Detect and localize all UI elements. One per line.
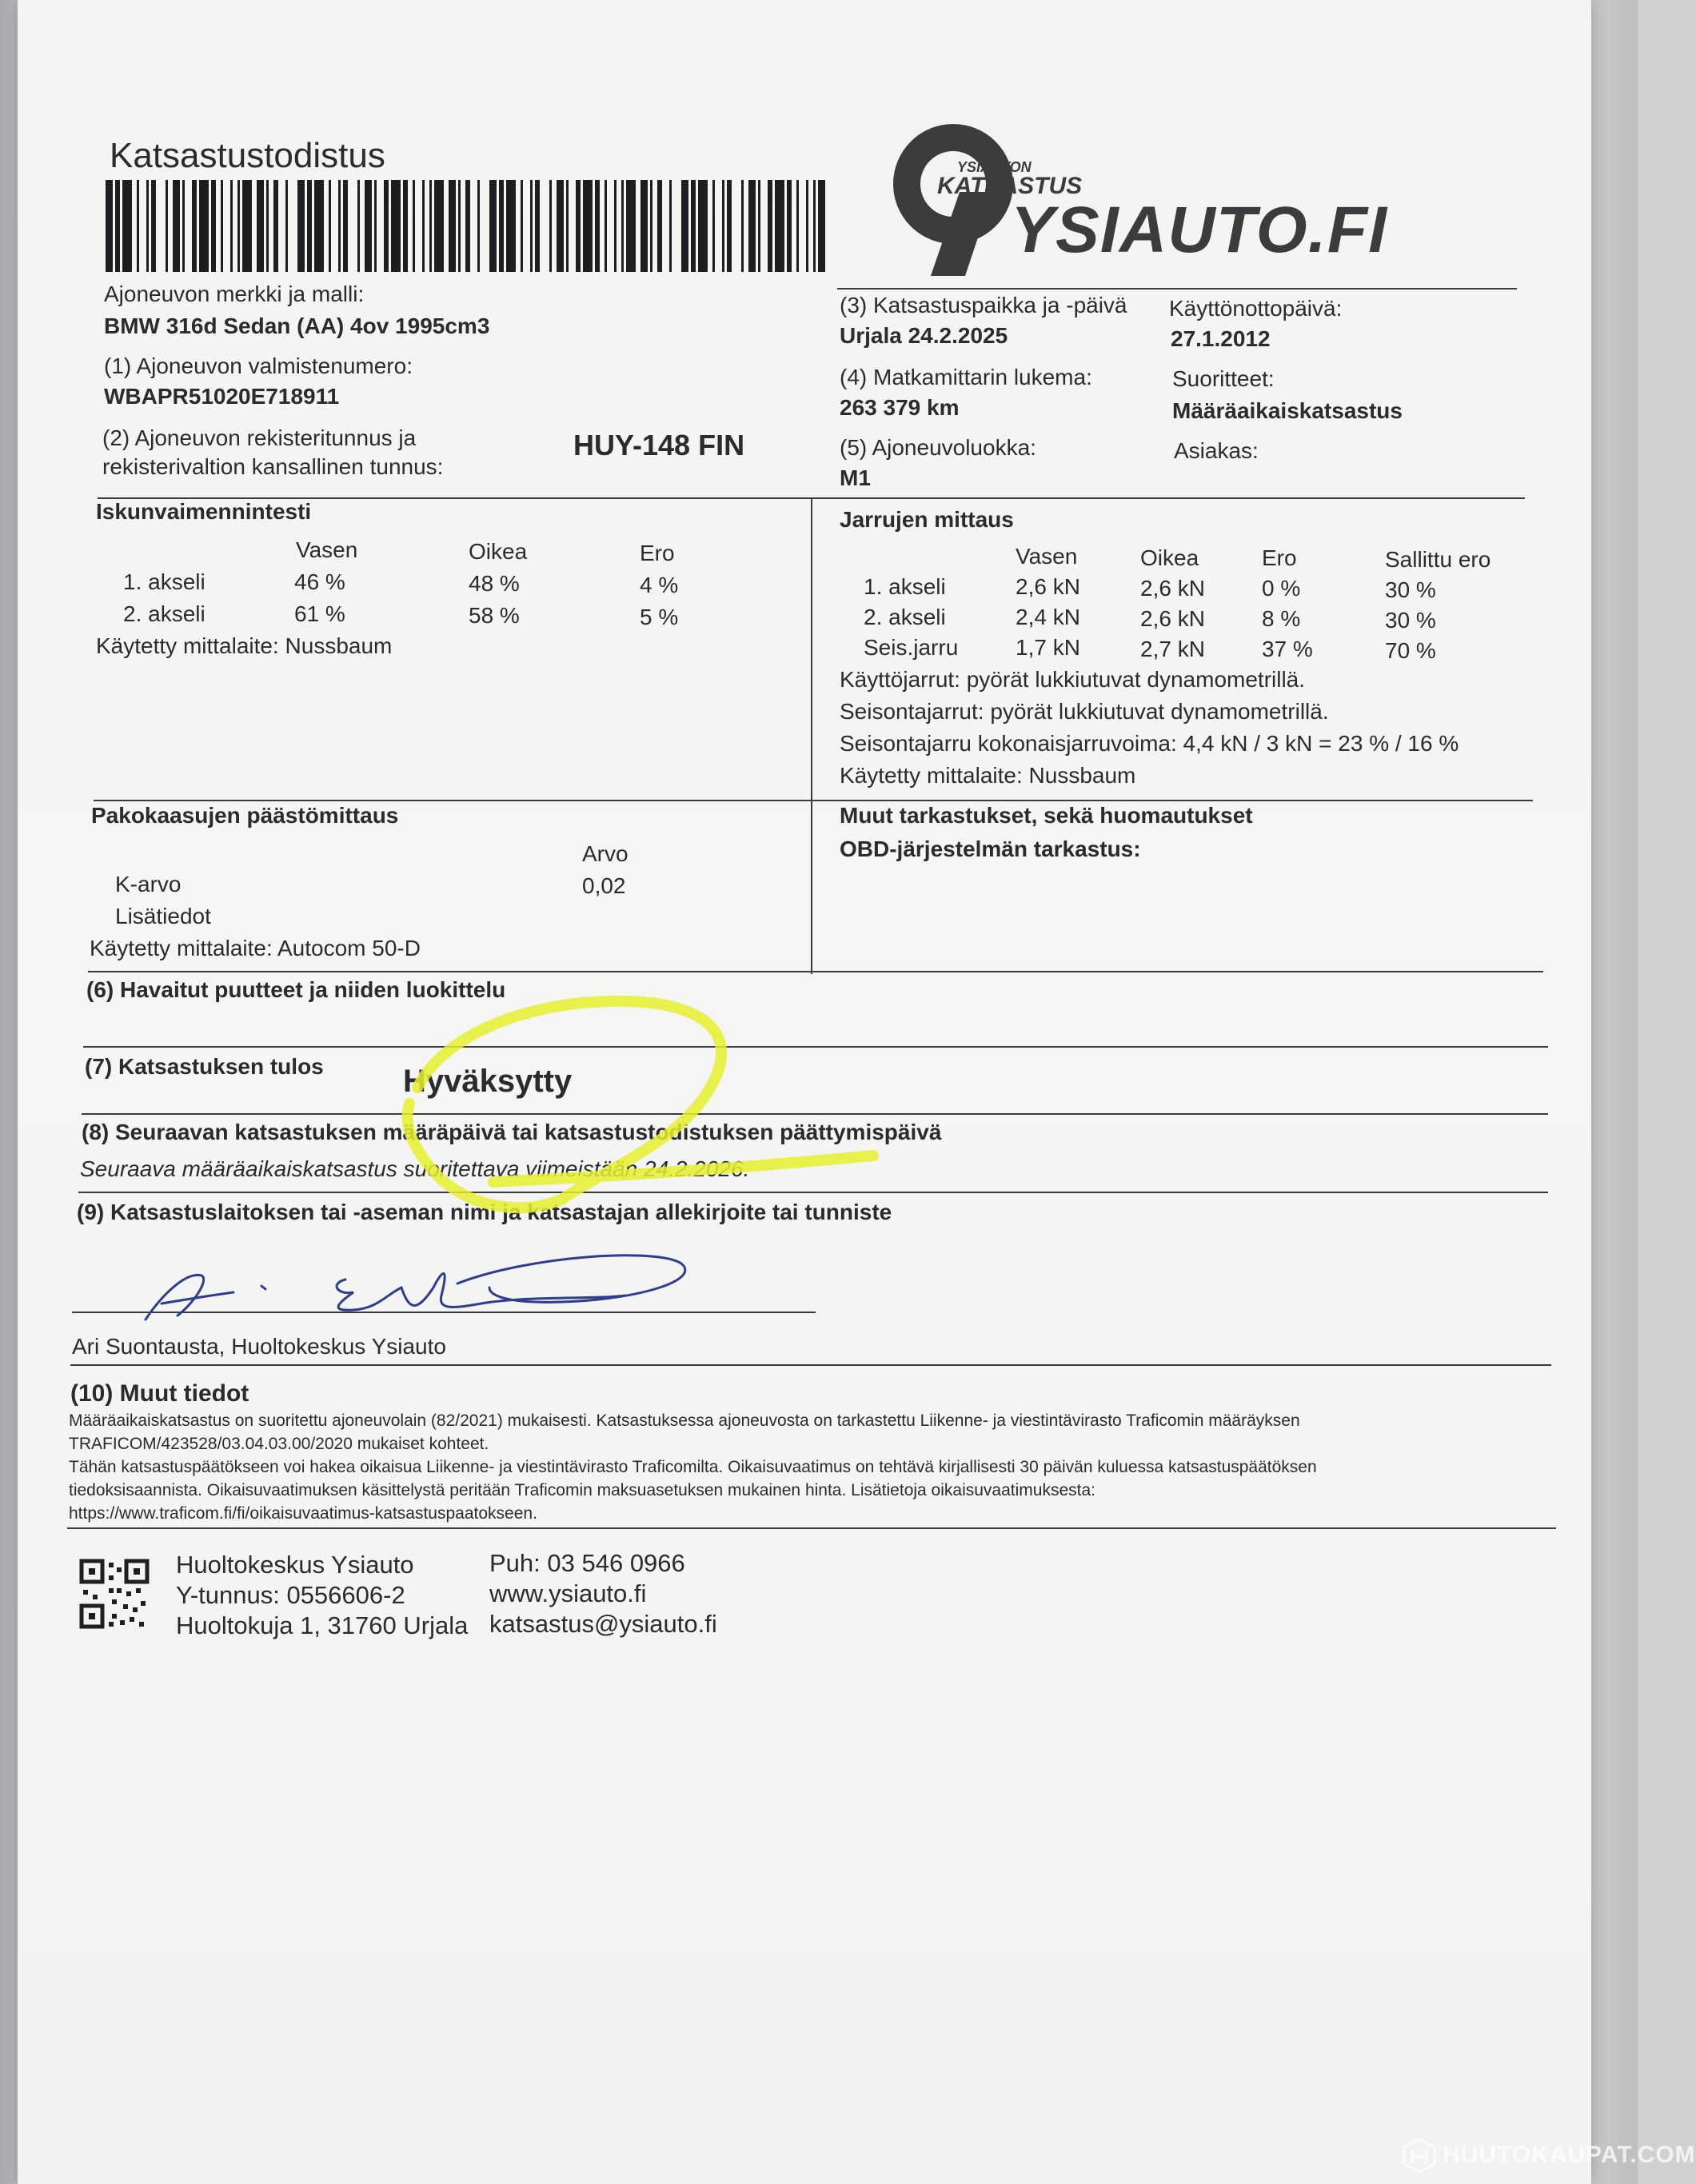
brake-cell: 2,4 kN [1016,605,1080,629]
reg-value: HUY-148 FIN [573,429,745,461]
other-info-line: https://www.traficom.fi/fi/oikaisuvaatimus-katsastuspaatokseen. [69,1504,537,1523]
place-value: Urjala 24.2.2025 [840,323,1008,348]
brake-cell: 0 % [1262,576,1301,601]
shock-row-label: 2. akseli [123,601,206,626]
shock-header-diff: Ero [640,541,675,565]
brake-cell: 2,7 kN [1140,637,1205,661]
customer-label: Asiakas: [1174,438,1259,463]
intro-date-label: Käyttönottopäivä: [1169,296,1343,321]
svg-text:KATSASTUS: KATSASTUS [937,173,1083,199]
brake-header: Oikea [1140,545,1199,570]
k-value-label: K-arvo [115,872,182,896]
watermark [1401,2137,1696,2174]
footer-phone: Puh: 03 546 0966 [489,1549,685,1577]
shock-row-cell: 48 % [469,571,520,596]
shock-header-right: Oikea [469,539,528,564]
other-checks-title: Muut tarkastukset, sekä huomautukset [840,803,1253,828]
performed-label: Suoritteet: [1172,366,1275,391]
brake-row-label: Seis.jarru [864,635,959,660]
qr-code-icon [80,1559,149,1628]
footer-company: Huoltokeskus Ysiauto [176,1551,414,1579]
shock-row-cell: 4 % [640,573,679,597]
brake-cell: 2,6 kN [1140,576,1205,601]
shock-header-left: Vasen [296,537,358,562]
signature [114,1240,705,1336]
station-title: (9) Katsastuslaitoksen tai -aseman nimi ja katsastajan allekirjoite tai tunniste [77,1200,892,1224]
reg-label-1: (2) Ajoneuvon rekisteritunnus ja [102,425,417,450]
other-info-title: (10) Muut tiedot [70,1380,249,1407]
obd-check-label: OBD-järjestelmän tarkastus: [840,836,1141,861]
footer-address: Huoltokuja 1, 31760 Urjala [176,1611,469,1639]
odometer-value: 263 379 km [840,395,960,420]
vin-label: (1) Ajoneuvon valmistenumero: [104,353,413,378]
svg-text:YSIAUTON: YSIAUTON [957,159,1032,175]
performed-value: Määräaikaiskatsastus [1172,398,1403,423]
brake-test-title: Jarrujen mittaus [840,507,1014,532]
class-label: (5) Ajoneuvoluokka: [840,435,1036,460]
result-title: (7) Katsastuksen tulos [85,1054,324,1079]
other-info-line: Tähän katsastuspäätökseen voi hakea oikaisua Liikenne- ja viestintävirasto Traficomilta. Oikaisuvaatimus on tehtävä kirjallisesti 30 päivän kuluessa katsastuspäätöksen [69,1458,1317,1476]
footer-web: www.ysiauto.fi [489,1579,647,1607]
highlighter-circle [321,976,929,1232]
brake-cell: 1,7 kN [1016,635,1080,660]
brake-header: Ero [1262,545,1297,570]
brake-note-service: Käyttöjarrut: pyörät lukkiutuvat dynamometrillä. [840,667,1306,692]
watermark-text: HUUTOKAUPAT.COM [1443,2142,1696,2168]
make-value: BMW 316d Sedan (AA) 4ov 1995cm3 [104,313,490,338]
brake-row-label: 1. akseli [864,574,946,599]
defects-title: (6) Havaitut puutteet ja niiden luokittelu [86,977,506,1002]
brake-cell: 37 % [1262,637,1313,661]
class-value: M1 [840,465,871,490]
k-value: 0,02 [582,873,626,898]
shock-row-cell: 58 % [469,603,520,628]
brake-header: Vasen [1016,544,1078,569]
watermark-cube-icon [1401,2137,1438,2174]
shock-row-cell: 46 % [294,569,345,594]
footer-email: katsastus@ysiauto.fi [489,1610,717,1638]
brake-header: Sallittu ero [1385,547,1491,572]
shock-test-title: Iskunvaimennintesti [96,499,312,524]
intro-date-value: 27.1.2012 [1171,326,1271,351]
other-info-line: TRAFICOM/423528/03.04.03.00/2020 mukaiset kohteet. [69,1435,489,1453]
other-info-line: Määräaikaiskatsastus on suoritettu ajoneuvolain (82/2021) mukaisesti. Katsastuksessa ajoneuvosta on tarkastettu Liikenne- ja viestintävirasto Traficomin määräyksen [69,1411,1300,1430]
vin-value: WBAPR51020E718911 [104,384,340,409]
brake-note-parking: Seisontajarrut: pyörät lukkiutuvat dynamometrillä. [840,699,1329,724]
reg-label-2: rekisterivaltion kansallinen tunnus: [102,454,444,479]
extra-info-label: Lisätiedot [115,904,211,928]
shock-row-cell: 61 % [294,601,345,626]
emissions-title: Pakokaasujen päästömittaus [91,803,399,828]
emissions-value-header: Arvo [582,841,629,866]
brake-cell: 70 % [1385,638,1436,663]
brake-cell: 30 % [1385,577,1436,602]
next-inspection-text: Seuraava määräaikaiskatsastus suoritettava viimeistään 24.2.2026. [80,1156,750,1181]
shock-row-label: 1. akseli [123,569,206,594]
make-label: Ajoneuvon merkki ja malli: [104,281,365,306]
barcode [106,180,825,276]
brake-row-label: 2. akseli [864,605,946,629]
emissions-device: Käytetty mittalaite: Autocom 50-D [90,936,421,960]
brake-cell: 2,6 kN [1016,574,1080,599]
other-info-text [69,1409,1556,1525]
inspection-certificate [18,0,1591,2184]
document-title: Katsastustodistus [110,136,385,175]
svg-text:YSIAUTO.FI: YSIAUTO.FI [1011,194,1387,266]
footer-business-id: Y-tunnus: 0556606-2 [176,1581,405,1609]
brake-device: Käytetty mittalaite: Nussbaum [840,763,1136,788]
other-info-line: tiedoksisaannista. Oikaisuvaatimuksen käsittelystä peritään Traficomin maksuasetuksen mukainen hinta. Lisätietoja oikaisuvaatimuksesta: [69,1481,1095,1499]
shock-row-cell: 5 % [640,605,679,629]
signer-name: Ari Suontausta, Huoltokeskus Ysiauto [72,1334,446,1359]
ysiauto-logo [881,128,1409,280]
brake-note-total: Seisontajarru kokonaisjarruvoima: 4,4 kN / 3 kN = 23 % / 16 % [840,731,1459,756]
brake-cell: 2,6 kN [1140,606,1205,631]
brake-cell: 30 % [1385,608,1436,633]
result-value: Hyväksytty [403,1064,573,1099]
shock-device: Käytetty mittalaite: Nussbaum [96,633,393,658]
odometer-label: (4) Matkamittarin lukema: [840,365,1092,389]
brake-cell: 8 % [1262,606,1301,631]
next-inspection-title: (8) Seuraavan katsastuksen määräpäivä tai katsastustodistuksen päättymispäivä [82,1120,942,1144]
place-label: (3) Katsastuspaikka ja -päivä [840,293,1127,317]
